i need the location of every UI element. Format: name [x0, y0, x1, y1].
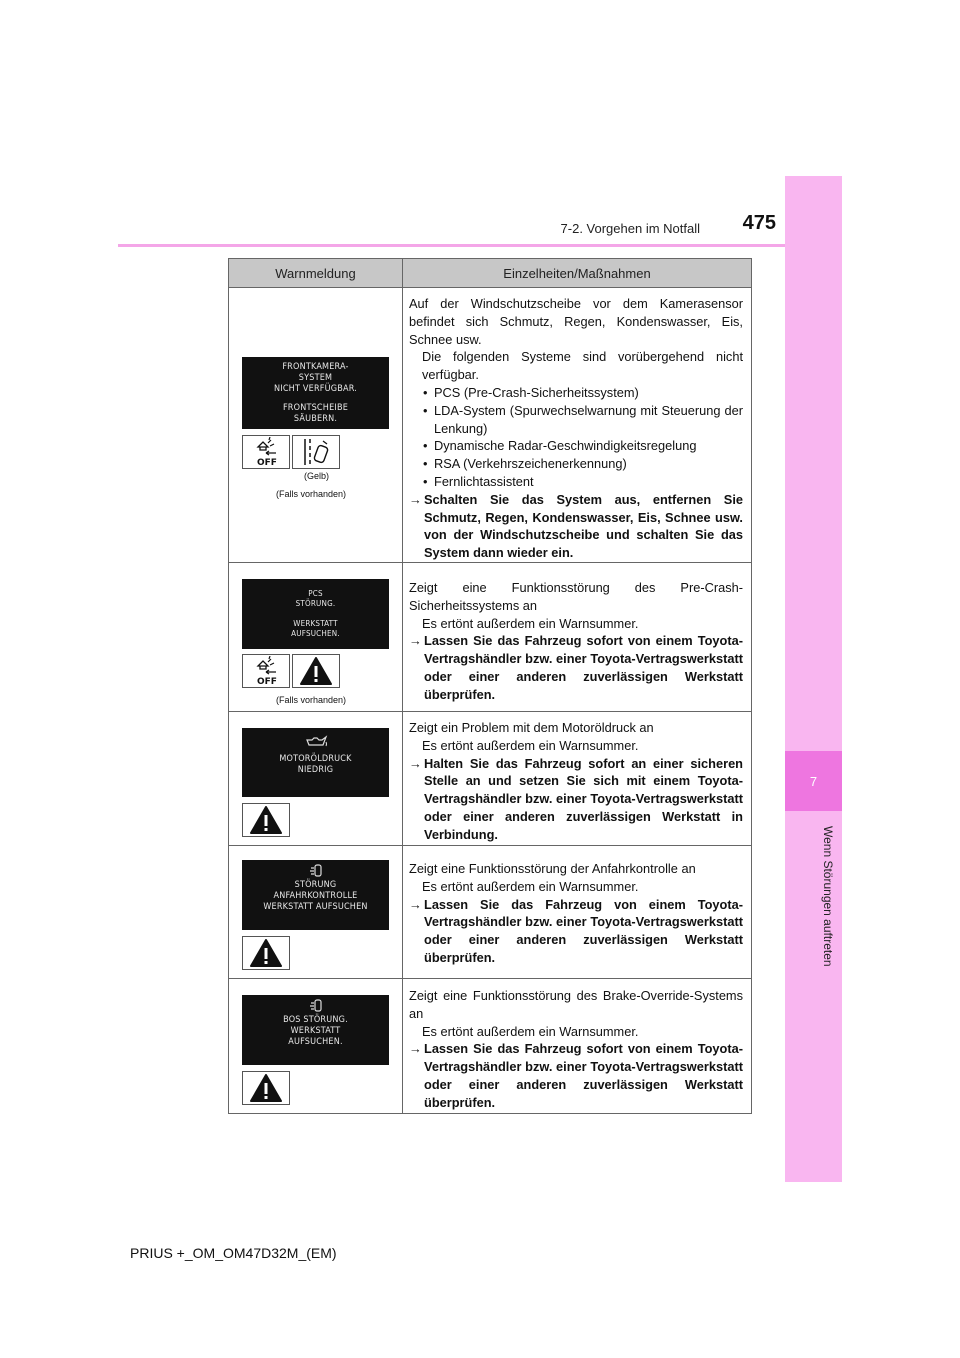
description-text: Zeigt eine Funktionsstörung des Pre-Crash-Sicherheitssystems an	[409, 580, 743, 613]
section-title: 7-2. Vorgehen im Notfall	[560, 221, 700, 236]
description-text: Auf der Windschutzscheibe vor dem Kamerasensor befindet sich Schmutz, Regen, Kondenswasser, Eis, Schnee usw.	[409, 296, 743, 347]
optional-caption: (Falls vorhanden)	[276, 695, 347, 705]
table-row	[229, 979, 751, 1113]
color-caption: (Gelb)	[304, 471, 330, 481]
svg-text:OFF: OFF	[257, 458, 277, 467]
drive-start-control-icon	[309, 864, 323, 878]
chapter-side-tab	[785, 176, 842, 1182]
header-details: Einzelheiten/Maßnahmen	[503, 265, 651, 281]
description-text: Zeigt eine Funktionsstörung des Brake-Override-Systems an	[409, 988, 743, 1021]
mfd-display: PCS STÖRUNG. WERKSTATT AUFSUCHEN.	[242, 579, 389, 649]
list-item: • LDA-System (Spurwechselwarnung mit Steuerung der Lenkung)	[423, 402, 743, 436]
system-list	[409, 384, 743, 491]
oil-can-icon	[304, 734, 328, 748]
pcs-off-icon	[242, 435, 290, 469]
table-row	[229, 712, 751, 846]
sub-text: Es ertönt außerdem ein Warnsummer.	[422, 615, 639, 631]
page-number: 475	[742, 212, 776, 234]
sub-text: Die folgenden Systeme sind vorübergehend nicht verfügbar.	[422, 349, 743, 383]
warning-cell	[229, 563, 403, 711]
arrow-icon: →	[409, 896, 422, 912]
arrow-icon: →	[409, 755, 422, 771]
details-cell	[403, 288, 751, 562]
chapter-label: Wenn Störungen auftreten	[821, 826, 835, 967]
mfd-display: BOS STÖRUNG. WERKSTATT AUFSUCHEN.	[242, 995, 389, 1065]
list-item: • PCS (Pre-Crash-Sicherheitssystem)	[423, 384, 639, 400]
arrow-icon: →	[409, 491, 422, 507]
arrow-icon: →	[409, 1041, 422, 1057]
action-text: → Schalten Sie das System aus, entfernen Sie Schmutz, Regen, Kondenswasser, Eis, Schnee usw. von der Windschutzscheibe und schalten Sie das System dann wieder ein.	[409, 491, 743, 561]
svg-text:OFF: OFF	[257, 677, 277, 686]
sub-text: Es ertönt außerdem ein Warnsummer.	[422, 737, 639, 753]
action-text: → Lassen Sie das Fahrzeug sofort von einem Toyota-Vertragshändler bzw. einer Toyota-Vertragswerkstatt oder einer anderen zuverlässigen Werkstatt überprüfen.	[409, 1041, 743, 1110]
warning-cell	[229, 288, 403, 562]
warning-triangle-icon	[242, 1071, 290, 1105]
table-row	[229, 846, 751, 979]
list-item: • Dynamische Radar-Geschwindigkeitsregelung	[423, 438, 697, 454]
arrow-icon: →	[409, 633, 422, 649]
mfd-display: MOTORÖLDRUCK NIEDRIG	[242, 728, 389, 797]
table-row	[229, 563, 751, 712]
details-cell	[403, 712, 751, 845]
mfd-display: STÖRUNG ANFAHRKONTROLLE WERKSTATT AUFSUCHEN	[242, 860, 389, 930]
action-text: → Halten Sie das Fahrzeug sofort an einer sicheren Stelle an und setzen Sie sich mit einem Toyota-Vertragshändler bzw. einer Toyota-Vertragswerkstatt oder einer anderen zuverlässigen Werkstatt in Verbindung.	[409, 755, 743, 842]
description-text: Zeigt ein Problem mit dem Motoröldruck an	[409, 720, 654, 735]
list-item: • Fernlichtassistent	[423, 473, 534, 489]
details-cell	[403, 846, 751, 978]
warning-table	[228, 258, 752, 1114]
warning-triangle-icon	[292, 654, 340, 688]
lane-departure-icon	[292, 435, 340, 469]
details-cell	[403, 563, 751, 711]
optional-caption: (Falls vorhanden)	[276, 489, 347, 499]
chapter-number: 7	[785, 751, 842, 811]
drive-start-control-icon	[309, 999, 323, 1013]
details-cell	[403, 979, 751, 1113]
sub-text: Es ertönt außerdem ein Warnsummer.	[422, 1023, 639, 1039]
list-item: • RSA (Verkehrszeichenerkennung)	[423, 456, 627, 472]
table-row	[229, 288, 751, 563]
table-header	[229, 259, 751, 288]
warning-triangle-icon	[242, 936, 290, 970]
description-text: Zeigt eine Funktionsstörung der Anfahrkontrolle an	[409, 861, 696, 876]
document-id: PRIUS +_OM_OM47D32M_(EM)	[130, 1245, 337, 1261]
warning-cell	[229, 979, 403, 1113]
action-text: → Lassen Sie das Fahrzeug sofort von einem Toyota-Vertragshändler bzw. einer Toyota-Vertragswerkstatt oder einer anderen zuverlässigen Werkstatt überprüfen.	[409, 633, 743, 702]
pcs-off-icon	[242, 654, 290, 688]
header-warning: Warnmeldung	[229, 259, 403, 287]
sub-text: Es ertönt außerdem ein Warnsummer.	[422, 878, 639, 894]
header-rule	[118, 244, 785, 247]
warning-triangle-icon	[242, 803, 290, 837]
warning-cell	[229, 712, 403, 845]
mfd-display: FRONTKAMERA- SYSTEM NICHT VERFÜGBAR. FRONTSCHEIBE SÄUBERN.	[242, 357, 389, 429]
warning-cell	[229, 846, 403, 978]
action-text: → Lassen Sie das Fahrzeug von einem Toyota-Vertragshändler bzw. einer Toyota-Vertragswerkstatt oder einer anderen zuverlässigen Werkstatt überprüfen.	[409, 896, 743, 965]
